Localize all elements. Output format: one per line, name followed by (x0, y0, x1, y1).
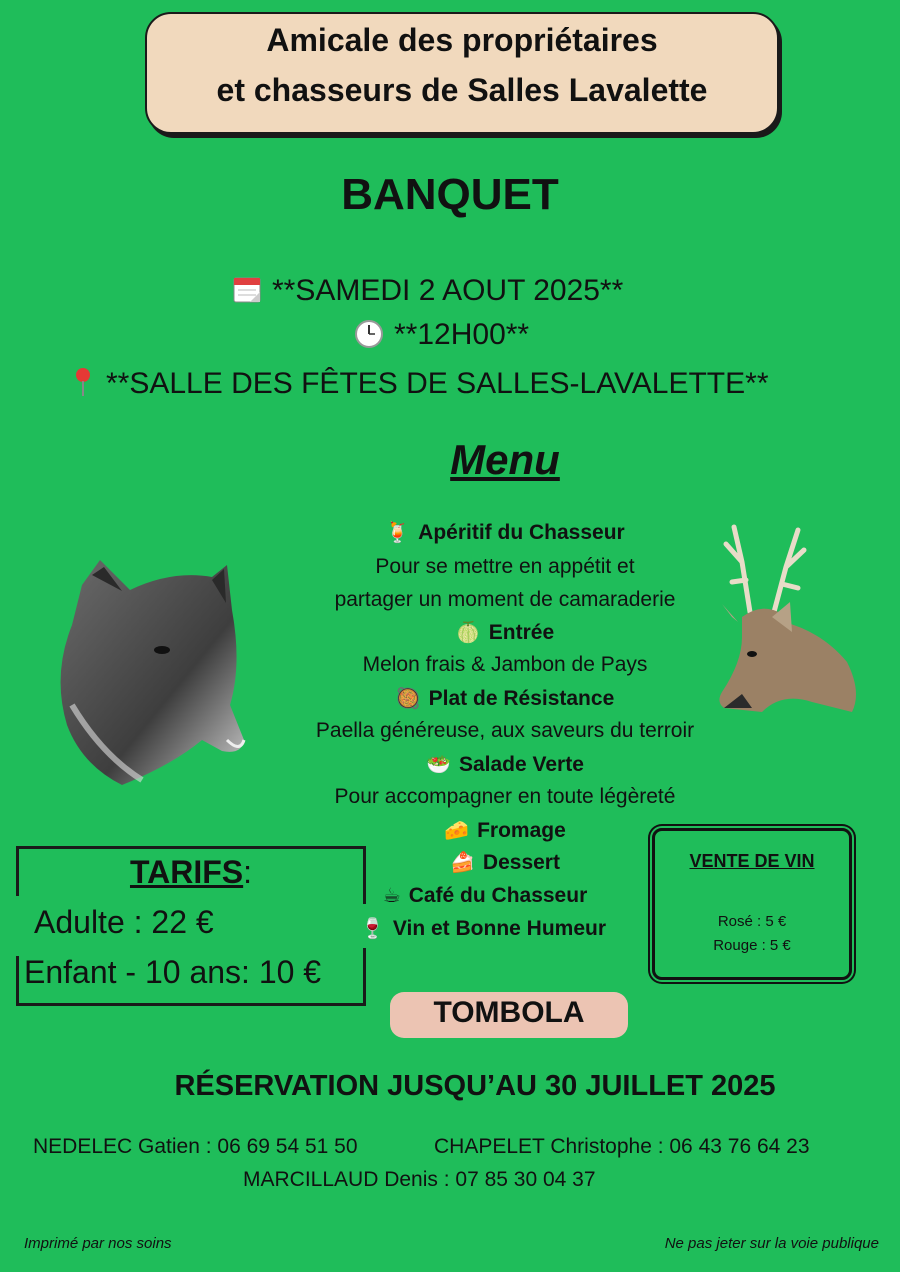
header-line-1: Amicale des propriétaires (266, 22, 658, 58)
vin-rouge: Rouge : 5 € (713, 937, 791, 954)
header-line-2: et chasseurs de Salles Lavalette (216, 72, 708, 108)
boar-illustration (52, 555, 247, 790)
menu-item-icon: 🍈 (455, 622, 481, 644)
event-place-text: **SALLE DES FÊTES DE SALLES-LAVALETTE** (106, 367, 769, 400)
menu-line (190, 785, 820, 809)
menu-line (190, 752, 820, 777)
menu-item-icon: 🥗 (426, 754, 451, 776)
tarif-adult: Adulte : 22 € (34, 904, 214, 940)
header-box (145, 12, 779, 134)
menu-line-text: Dessert (482, 851, 560, 874)
tarifs-title-line (16, 854, 366, 891)
menu-line-text: Café du Chasseur (408, 884, 588, 907)
menu-item-icon: ☕ (382, 885, 401, 907)
menu-line (190, 719, 820, 743)
event-time (354, 318, 529, 352)
menu-item-icon: 🥘 (395, 688, 421, 710)
menu-line-text: Salade Verte (458, 753, 584, 776)
contact-1: NEDELEC Gatien : 06 69 54 51 50 (33, 1135, 358, 1158)
menu-title: Menu (450, 436, 560, 483)
page-title: BANQUET (341, 170, 559, 219)
roe-deer-illustration (712, 522, 862, 722)
event-time-text: **12H00** (394, 318, 530, 351)
menu-item-icon: 🍰 (450, 852, 475, 874)
tarifs-colon: : (243, 854, 253, 890)
menu-line-text: Pour accompagner en toute légèreté (334, 785, 676, 808)
footer-right: Ne pas jeter sur la voie publique (664, 1235, 879, 1252)
clock-icon (354, 319, 384, 349)
tarifs-box (16, 846, 366, 1006)
tombola-badge: TOMBOLA (390, 992, 628, 1038)
tarif-child: Enfant - 10 ans: 10 € (24, 954, 322, 990)
event-place (72, 366, 769, 401)
pin-icon (72, 366, 94, 398)
menu-line-text: Vin et Bonne Humeur (392, 917, 607, 940)
event-date (232, 274, 623, 308)
menu-line-text: Pour se mettre en appétit et (375, 555, 635, 578)
contact-2: CHAPELET Christophe : 06 43 76 64 23 (434, 1135, 810, 1158)
footer-left: Imprimé par nos soins (24, 1235, 172, 1252)
menu-line-text: Paella généreuse, aux saveurs du terroir (315, 719, 695, 742)
menu-line-text: partager un moment de camaraderie (334, 588, 676, 611)
vin-box (652, 828, 852, 980)
menu-line-text: Plat de Résistance (428, 687, 615, 710)
event-date-text: **SAMEDI 2 AOUT 2025** (272, 274, 624, 307)
vin-title: VENTE DE VIN (689, 851, 815, 871)
menu-item-icon: 🧀 (444, 820, 470, 842)
menu-item-icon: 🍹 (385, 522, 411, 544)
vin-rose: Rosé : 5 € (717, 913, 787, 930)
calendar-icon (232, 274, 262, 304)
menu-line-text: Fromage (477, 819, 566, 842)
menu-line-text: Apéritif du Chasseur (418, 521, 625, 544)
menu-item-icon: 🍷 (359, 918, 385, 940)
reservation-deadline: RÉSERVATION JUSQU’AU 30 JUILLET 2025 (174, 1070, 776, 1102)
contact-3: MARCILLAUD Denis : 07 85 30 04 37 (243, 1168, 596, 1191)
tarifs-title: TARIFS (129, 854, 244, 890)
menu-line-text: Melon frais & Jambon de Pays (362, 653, 648, 676)
menu-line-text: Entrée (488, 621, 555, 644)
